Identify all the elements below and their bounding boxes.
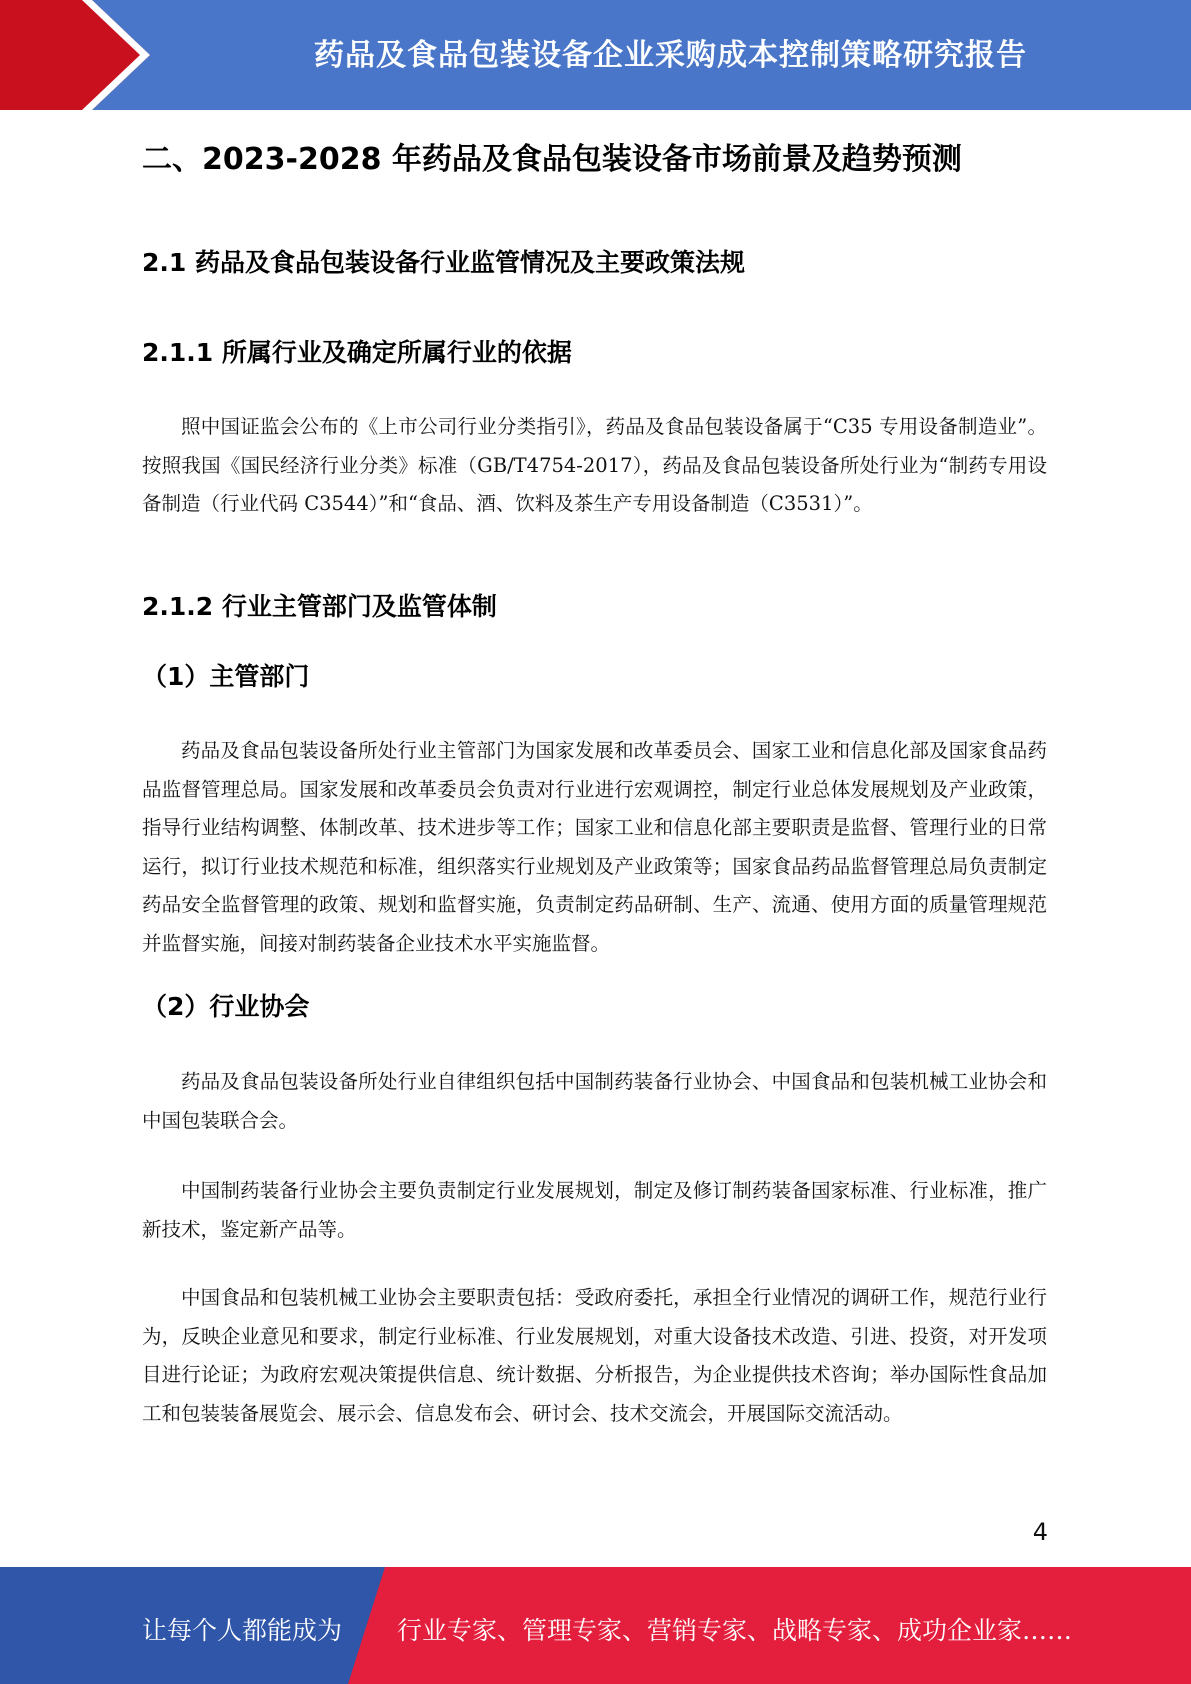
paragraph-competent-authority: 药品及食品包装设备所处行业主管部门为国家发展和改革委员会、国家工业和信息化部及国家食品药品监督管理总局。国家发展和改革委员会负责对行业进行宏观调控，制定行业总体发展规划及产业政策，指导行业结构调整、体制改革、技术进步等工作；国家工业和信息化部主要职责是监督、管理行业的日常运行，拟订行业技术规范和标准，组织落实行业规划及产业政策等；国家食品药品监督管理总局负责制定药品安全监督管理的政策、规划和监督实施，负责制定药品研制、生产、流通、使用方面的质量管理规范并监督实施，间接对制药装备企业技术水平实施监督。 — [142, 739, 1047, 955]
paragraph-industry-classification: 照中国证监会公布的《上市公司行业分类指引》，药品及食品包装设备属于“C35 专用设备制造业”。按照我国《国民经济行业分类》标准（GB/T4754-2017），药品及食品包装设备所处行业为“制药专用设备制造（行业代码 C3544）”和“食品、酒、饮料及茶生产专用设备制造（C3531）”。 — [142, 415, 1047, 515]
header-chevron-icon — [0, 0, 150, 110]
footer-slogan-left: 让每个人都能成为 — [142, 1616, 343, 1645]
section-title: 二、2023-2028 年药品及食品包装设备市场前景及趋势预测 — [142, 142, 962, 177]
report-footer — [0, 1567, 1191, 1684]
report-title: 药品及食品包装设备企业采购成本控制策略研究报告 — [314, 38, 1027, 73]
heading-industry-association: （2）行业协会 — [142, 992, 310, 1021]
subsection-title-2-1: 2.1 药品及食品包装设备行业监管情况及主要政策法规 — [142, 248, 745, 277]
heading-2-1-2: 2.1.2 行业主管部门及监管体制 — [142, 592, 497, 621]
heading-2-1-1: 2.1.1 所属行业及确定所属行业的依据 — [142, 338, 572, 367]
paragraph-food-packaging-association: 中国食品和包装机械工业协会主要职责包括：受政府委托，承担全行业情况的调研工作，规范行业行为，反映企业意见和要求，制定行业标准、行业发展规划，对重大设备技术改造、引进、投资，对开发项目进行论证；为政府宏观决策提供信息、统计数据、分析报告，为企业提供技术咨询；举办国际性食品加工和包装装备展览会、展示会、信息发布会、研讨会、技术交流会，开展国际交流活动。 — [142, 1286, 1047, 1425]
page-number: 4 — [1032, 1518, 1048, 1546]
heading-competent-authority: （1）主管部门 — [142, 662, 310, 691]
paragraph-association-overview: 药品及食品包装设备所处行业自律组织包括中国制药装备行业协会、中国食品和包装机械工业协会和中国包装联合会。 — [142, 1070, 1047, 1132]
paragraph-pharma-equipment-association: 中国制药装备行业协会主要负责制定行业发展规划，制定及修订制药装备国家标准、行业标准，推广新技术，鉴定新产品等。 — [142, 1179, 1047, 1241]
footer-slogan-right: 行业专家、管理专家、营销专家、战略专家、成功企业家…… — [397, 1616, 1073, 1645]
report-header — [0, 0, 1191, 110]
